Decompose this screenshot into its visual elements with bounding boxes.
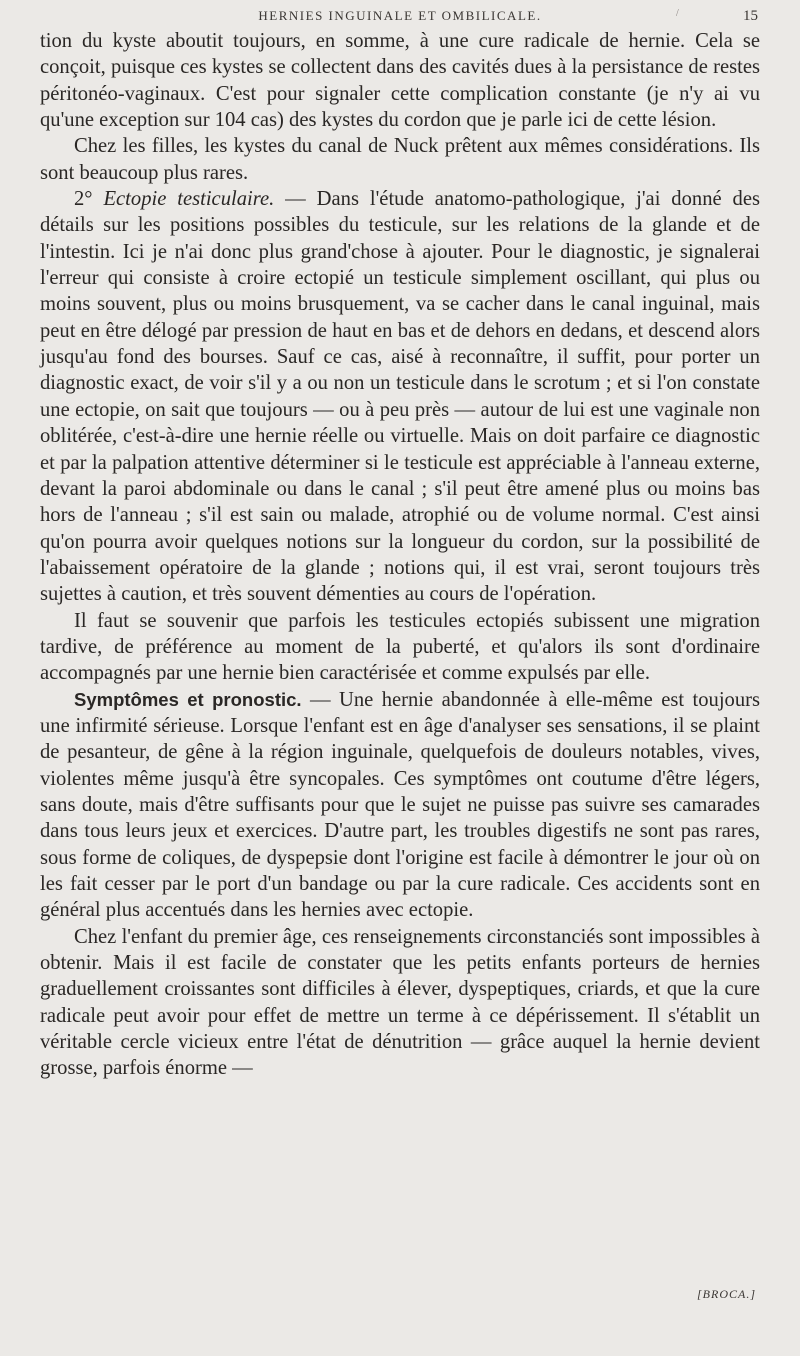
section-heading-symptomes: Symptômes et pronostic. <box>74 688 302 710</box>
printer-signature: [BROCA.] <box>697 1287 756 1301</box>
section-title-ectopie: Ectopie testiculaire. <box>103 188 275 211</box>
section-number: 2° <box>74 188 93 211</box>
page-number: 15 <box>743 8 758 24</box>
paragraph-2: Chez les filles, les kystes du canal de Nuck prêtent aux mêmes considérations. Ils sont beaucoup plus rares. <box>40 135 760 184</box>
paragraph-3-text: — Dans l'étude anatomo-pathologique, j'ai donné des détails sur les positions possibles du testicule, sur les relations de la glande et de l'intestin. Ici je n'ai donc plus grand'chose à ajouter. Pour le diagnostic, je signalerai l'erreur qui consiste à croire ectopié un testicule simplement oscillant, qui plus ou moins souvent, plus ou moins brusquement, va se cacher dans le canal inguinal, mais peut en être délogé par pression de haut en bas et de dehors en dedans, et descend alors jusqu'au fond des bourses. Sauf ce cas, aisé à reconnaître, il suffit, pour porter un diagnostic exact, de voir s'il y a ou non un testicule dans le scrotum ; et si l'on constate une ectopie, on sait que toujours — ou à peu près — autour de lui est une vaginale non oblitérée, c'est-à-dire une hernie réelle ou virtuelle. Mais on doit parfaire ce diagnostic et par la palpation attentive déterminer si le testicule est appréciable à l'anneau externe, devant la paroi abdominale ou dans le canal ; s'il peut être amené plus ou moins bas hors de l'anneau ; s'il est sain ou malade, atrophié ou de volume normal. C'est ainsi qu'on pourra avoir quelques notions sur la longueur du cordon, sur la possibilité de l'abaissement opératoire de la glande ; notions qui, il est vrai, seront toujours très sujettes à caution, et très souvent démenties au cours de l'opération. <box>40 188 760 606</box>
paragraph-3 <box>40 186 760 608</box>
paragraph-5-text: — Une hernie abandonnée à elle-même est toujours une infirmité sérieuse. Lorsque l'enfant est en âge d'analyser ses sensations, il se plaint de pesanteur, de gêne à la région inguinale, quelquefois de douleurs notables, vives, violentes même jusqu'à être syncopales. Ces symptômes ont coutume d'être légers, sans doute, mais d'être suffisants pour que le sujet ne puisse pas suivre ses camarades dans tous leurs jeux et exercices. D'autre part, les troubles digestifs ne sont pas rares, sous forme de coliques, de dyspepsie dont l'origine est facile à démontrer le jour où on les fait cesser par le port d'un bandage ou par la cure radicale. Ces accidents sont en général plus accentués dans les hernies avec ectopie. <box>40 688 761 922</box>
paragraph-5 <box>40 687 760 924</box>
body-text <box>40 28 760 1082</box>
paragraph-6: Chez l'enfant du premier âge, ces renseignements circonstanciés sont impossibles à obtenir. Mais il est facile de constater que les petits enfants porteurs de hernies graduellement croissantes sont difficiles à élever, dyspeptiques, criards, et que la cure radicale peut avoir pour effet de mettre un terme à ce dépérissement. Il s'établit un véritable cercle vicieux entre l'état de dénutrition — grâce auquel la hernie devient grosse, parfois énorme — <box>40 925 760 1080</box>
running-head <box>0 8 800 28</box>
stray-mark: / <box>676 8 679 19</box>
running-title: HERNIES INGUINALE ET OMBILICALE. <box>258 8 542 23</box>
paragraph-1: tion du kyste aboutit toujours, en somme, à une cure radicale de hernie. Cela se conçoit, puisque ces kystes se collectent dans des cavités dues à la persistance de restes péritonéo-vaginaux. C'est pour signaler cette complication constante (je n'y ai vu qu'une exception sur 104 cas) des kystes du cordon que je parle ici de cette lésion. <box>40 30 760 132</box>
paragraph-4: Il faut se souvenir que parfois les testicules ectopiés subissent une migration tardive, de préférence au moment de la puberté, et qu'alors ils sont d'ordinaire accompagnés par une hernie bien caractérisée et comme expulsés par elle. <box>40 609 760 685</box>
